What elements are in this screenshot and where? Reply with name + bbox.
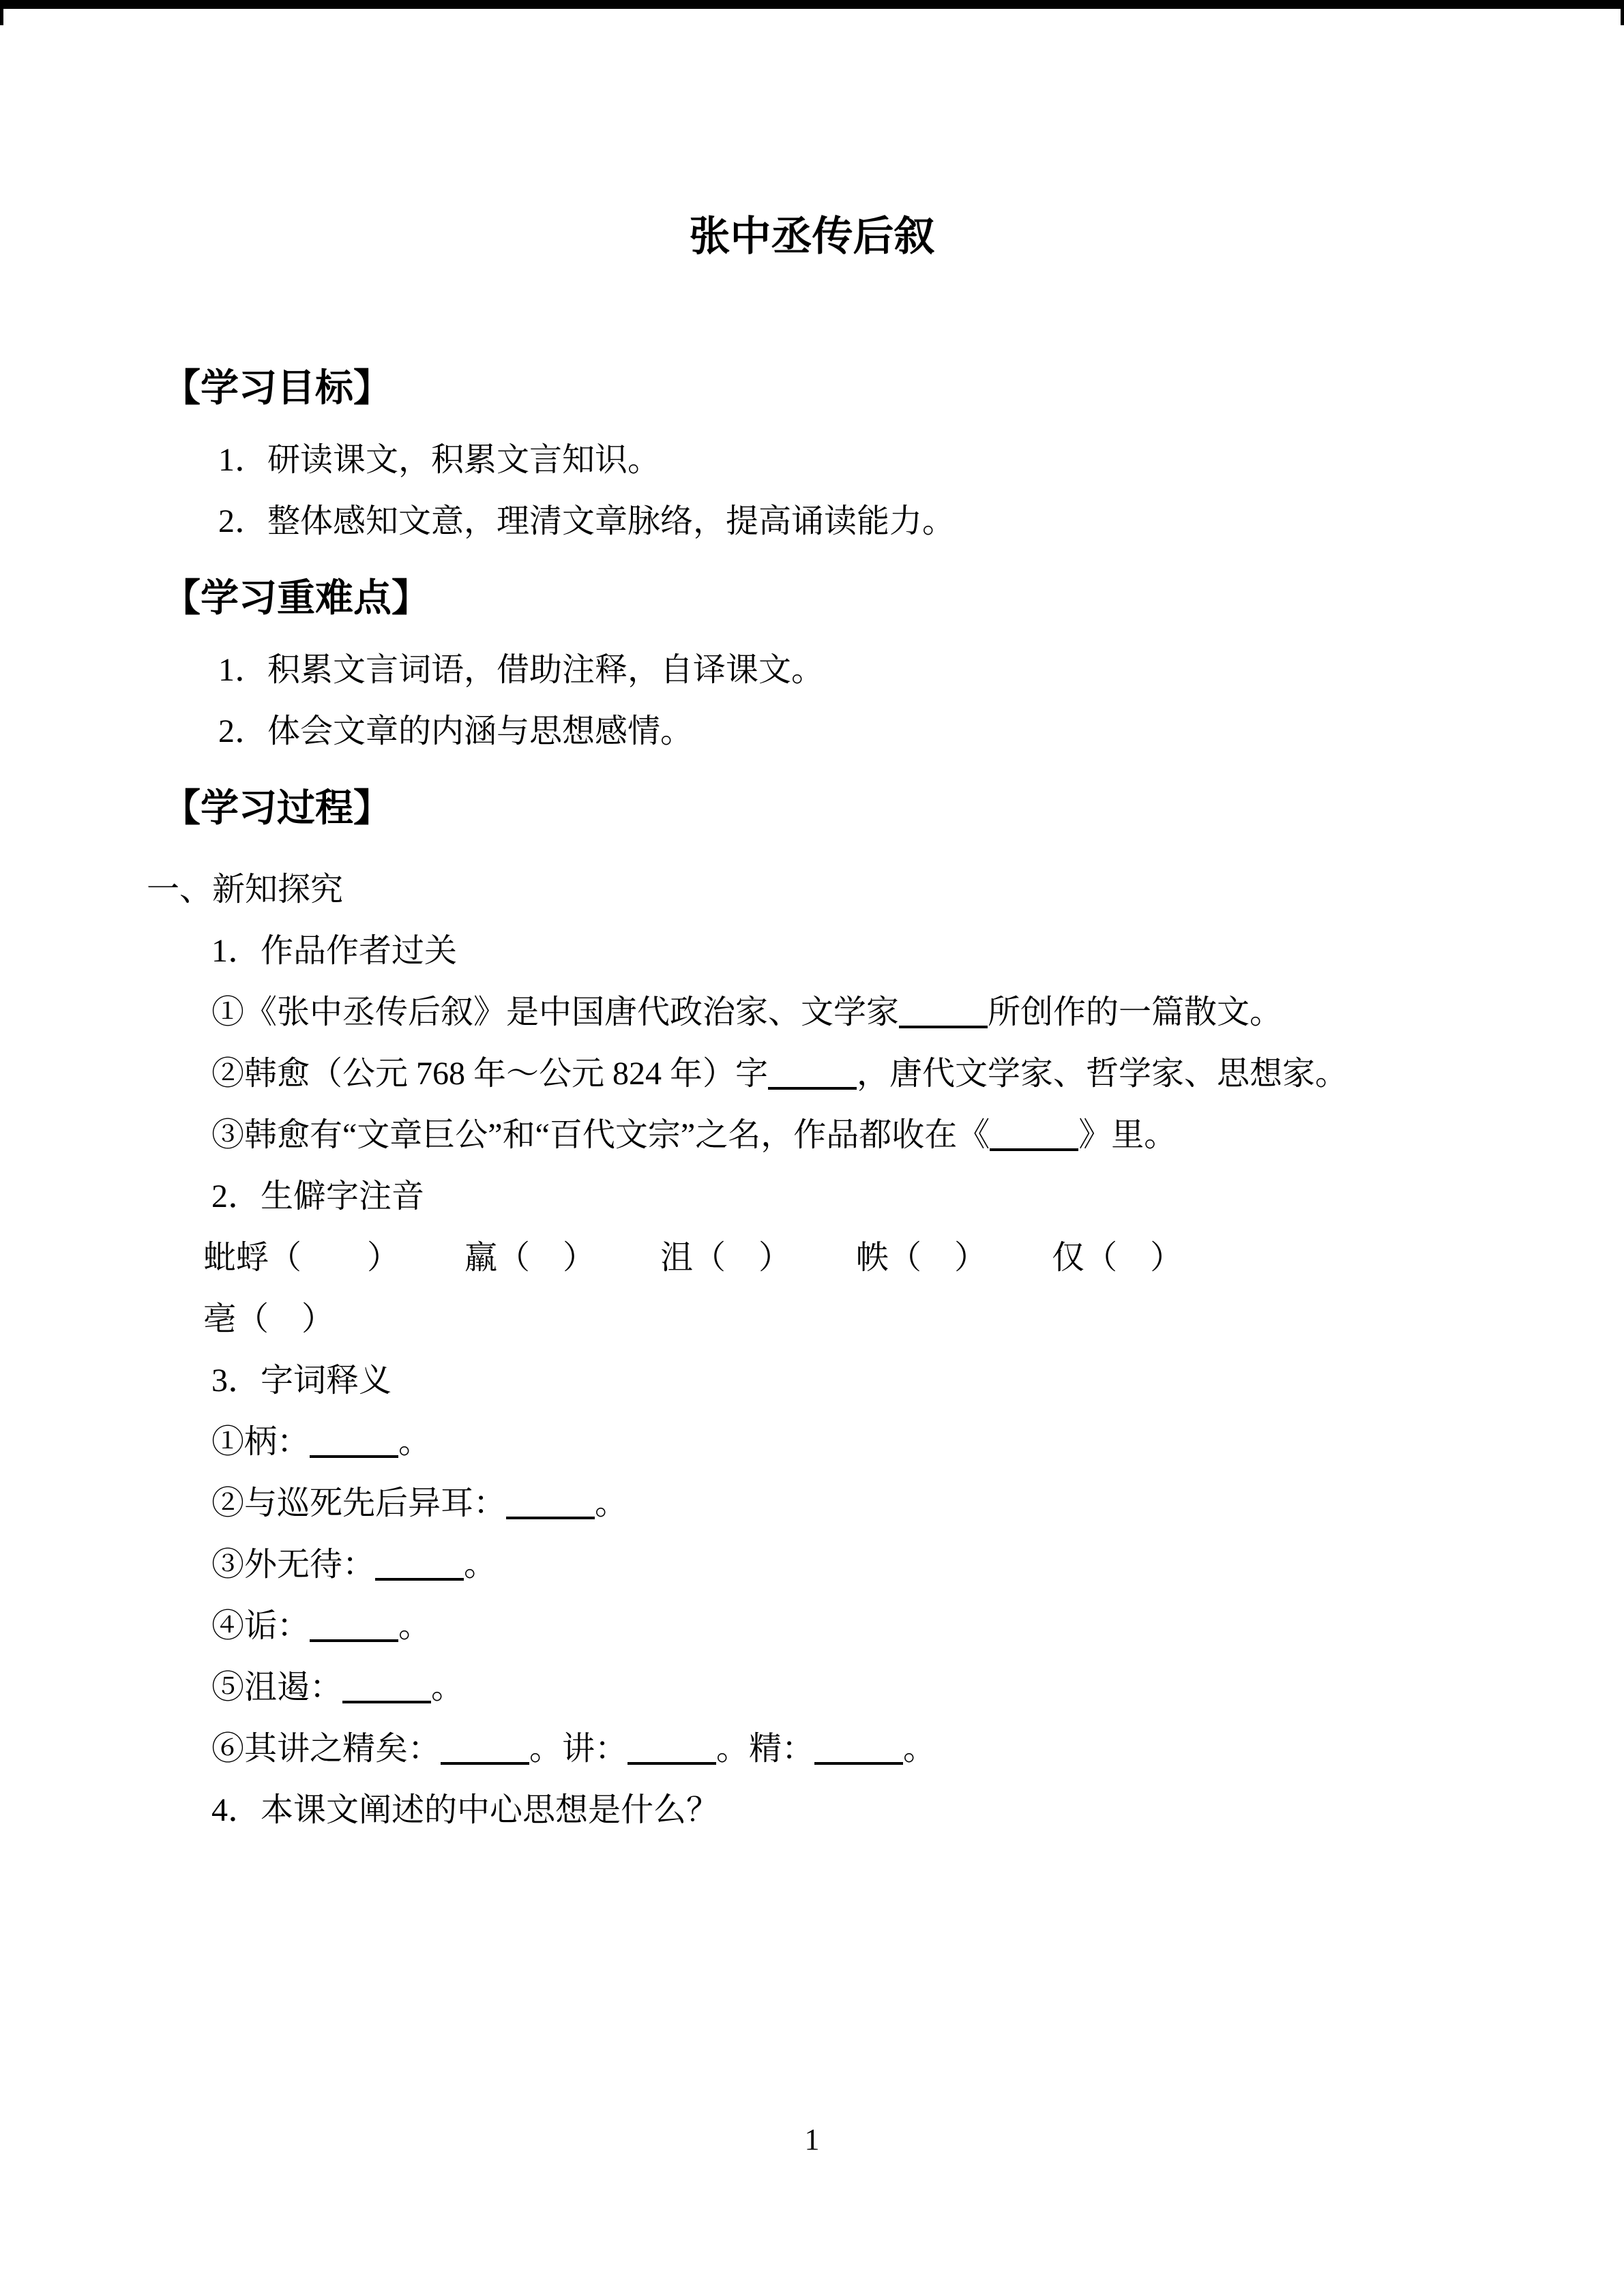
fill-blank [899, 1019, 988, 1028]
task3-w1-text-pre: ①柄： [211, 1424, 310, 1460]
task3-w2-text-pre: ②与巡死先后异耳： [211, 1485, 507, 1521]
task1-q3-text-pre: ③韩愈有“文章巨公”和“百代文宗”之名，作品都收在《 [211, 1117, 990, 1153]
task3-w5-text-post: 。 [431, 1669, 464, 1705]
section-heading-objectives: 【学习目标】 [162, 368, 392, 410]
task3-w6-text-p2: 。讲： [529, 1731, 628, 1767]
task2-label: 2．生僻字注音 [211, 1178, 425, 1214]
task3-word-5 [0, 1657, 1624, 1718]
task1-q3-text-post: 》里。 [1078, 1117, 1177, 1153]
fill-blank [310, 1448, 398, 1458]
task3-w5-text-pre: ⑤沮遏： [211, 1669, 343, 1705]
task1-question-2 [0, 1043, 1624, 1105]
task3-word-3 [0, 1534, 1624, 1596]
section-heading-key-points: 【学习重难点】 [162, 578, 430, 620]
page-left-edge-mark [0, 9, 3, 25]
fill-blank [441, 1755, 529, 1765]
task1-question-3 [0, 1105, 1624, 1166]
objectives-item-1: 1．研读课文，积累文言知识。 [218, 442, 661, 478]
task2-pinyin-row-2 [0, 1289, 1624, 1350]
doc-title: 张中丞传后叙 [689, 214, 935, 259]
page-top-border [0, 0, 1624, 9]
fill-blank [375, 1571, 464, 1581]
page-number: 1 [804, 2123, 820, 2156]
task3-w6-text-p3: 。精： [716, 1731, 815, 1767]
task3-word-4 [0, 1596, 1624, 1657]
task1-question-1 [0, 982, 1624, 1043]
task3-word-2 [0, 1473, 1624, 1534]
task3-w4-text-post: 。 [398, 1608, 432, 1644]
task2-pinyin-row-1 [0, 1227, 1624, 1289]
fill-blank [990, 1142, 1078, 1151]
objectives-item-2: 2．整体感知文意，理清文章脉络，提高诵读能力。 [218, 503, 956, 539]
task3-w6-text-p4: 。 [903, 1731, 936, 1767]
fill-blank [628, 1755, 716, 1765]
section-heading-process: 【学习过程】 [162, 788, 392, 830]
pinyin-item-lei: 羸（ ） [464, 1240, 596, 1276]
task1-label: 1．作品作者过关 [211, 933, 458, 969]
task1-q2-text-post: ，唐代文学家、哲学家、思想家。 [857, 1056, 1348, 1092]
fill-blank [310, 1632, 398, 1642]
process-part1-label: 一、新知探究 [147, 871, 344, 908]
pinyin-item-zhi: 帙（ ） [856, 1240, 988, 1276]
task3-word-6 [0, 1718, 1624, 1780]
task1-q2-text-pre: ②韩愈（公元 768 年～公元 824 年）字 [211, 1056, 769, 1092]
task4-label: 4．本课文阐述的中心思想是什么？ [211, 1792, 720, 1828]
page-right-edge-mark [1621, 9, 1624, 25]
pinyin-item-ju: 沮（ ） [660, 1240, 792, 1276]
task3-w1-text-post: 。 [398, 1424, 432, 1460]
key-points-item-2: 2．体会文章的内涵与思想感情。 [218, 713, 694, 749]
pinyin-item-bo: 亳（ ） [203, 1301, 335, 1337]
fill-blank [768, 1080, 857, 1090]
task3-w3-text-pre: ③外无待： [211, 1547, 376, 1583]
task3-w6-text-p1: ⑥其讲之精矣： [211, 1731, 441, 1767]
fill-blank [506, 1510, 595, 1519]
pinyin-item-pifu: 蚍蜉（ ） [203, 1240, 400, 1276]
task1-q1-text-post: 所创作的一篇散文。 [988, 994, 1283, 1030]
task3-w3-text-post: 。 [464, 1547, 497, 1583]
task3-label: 3．字词释义 [211, 1362, 392, 1399]
key-points-item-1: 1．积累文言词语，借助注释，自译课文。 [218, 652, 825, 688]
fill-blank [342, 1694, 431, 1703]
task3-word-1 [0, 1412, 1624, 1473]
task3-w2-text-post: 。 [595, 1485, 628, 1521]
pinyin-item-jin: 仅（ ） [1052, 1240, 1183, 1276]
fill-blank [814, 1755, 903, 1765]
task3-w4-text-pre: ④诟： [211, 1608, 310, 1644]
task1-q1-text-pre: ①《张中丞传后叙》是中国唐代政治家、文学家 [211, 994, 900, 1030]
